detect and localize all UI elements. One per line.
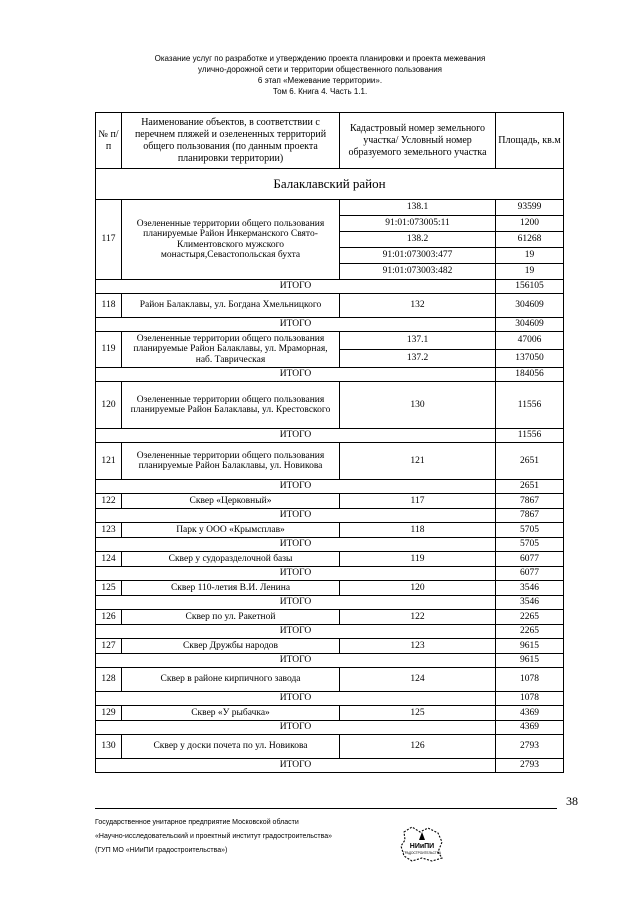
object-name: Район Балаклавы, ул. Богдана Хмельницкого	[122, 294, 340, 318]
total-value: 6077	[496, 567, 564, 581]
cadastral-number: 137.1	[340, 332, 496, 350]
column-header-cadastral: Кадастровый номер земельного участка/ Условный номер образуемого земельного участка	[340, 113, 496, 169]
area-value: 6077	[496, 552, 564, 567]
cadastral-number: 122	[340, 610, 496, 625]
total-row	[96, 692, 564, 706]
column-header-area: Площадь, кв.м	[496, 113, 564, 169]
table-row	[96, 639, 564, 654]
table-row	[96, 332, 564, 350]
total-value: 184056	[496, 368, 564, 382]
row-number: 126	[96, 610, 122, 625]
table-row	[96, 200, 564, 216]
footer	[95, 816, 415, 858]
table-row	[96, 552, 564, 567]
area-value: 19	[496, 264, 564, 280]
total-value: 7867	[496, 509, 564, 523]
table-row	[96, 610, 564, 625]
total-label: ИТОГО	[96, 596, 496, 610]
logo-text: НИиПИ	[409, 843, 435, 850]
district-title: Балаклавский район	[96, 169, 564, 200]
document-header	[60, 53, 580, 97]
total-label: ИТОГО	[96, 567, 496, 581]
total-value: 304609	[496, 318, 564, 332]
cadastral-number: 91:01:073003:482	[340, 264, 496, 280]
cadastral-number: 125	[340, 706, 496, 721]
area-value: 304609	[496, 294, 564, 318]
row-number: 125	[96, 581, 122, 596]
cadastral-number: 91:01:073003:477	[340, 248, 496, 264]
table-row	[96, 668, 564, 692]
object-name: Озелененные территории общего пользования планируемые Район Балаклавы, ул. Мраморная, наб. Таврическая	[122, 332, 340, 368]
total-label: ИТОГО	[96, 654, 496, 668]
area-value: 5705	[496, 523, 564, 538]
object-name: Сквер у судоразделочной базы	[122, 552, 340, 567]
total-value: 11556	[496, 429, 564, 443]
area-value: 1200	[496, 216, 564, 232]
cadastral-number: 121	[340, 443, 496, 480]
total-label: ИТОГО	[96, 538, 496, 552]
total-label: ИТОГО	[96, 480, 496, 494]
total-value: 4369	[496, 721, 564, 735]
area-value: 3546	[496, 581, 564, 596]
total-label: ИТОГО	[96, 759, 496, 773]
cadastral-number: 132	[340, 294, 496, 318]
total-value: 1078	[496, 692, 564, 706]
area-value: 2265	[496, 610, 564, 625]
area-value: 137050	[496, 350, 564, 368]
object-name: Сквер в районе кирпичного завода	[122, 668, 340, 692]
column-header-name: Наименование объектов, в соответствии с перечнем пляжей и озелененных территорий общего пользования (по данным проекта планировки территории)	[122, 113, 340, 169]
total-label: ИТОГО	[96, 280, 496, 294]
header-line-3: 6 этап «Межевание территории».	[257, 76, 383, 85]
cadastral-number: 91:01:073005:11	[340, 216, 496, 232]
footer-divider	[95, 808, 557, 809]
row-number: 129	[96, 706, 122, 721]
cadastral-number: 126	[340, 735, 496, 759]
header-line-1: Оказание услуг по разработке и утверждению проекта планировки и проекта межевания	[154, 54, 486, 63]
total-label: ИТОГО	[96, 368, 496, 382]
row-number: 121	[96, 443, 122, 480]
row-number: 117	[96, 200, 122, 280]
object-name: Озелененные территории общего пользования планируемые Район Балаклавы, ул. Новикова	[122, 443, 340, 480]
total-label: ИТОГО	[96, 318, 496, 332]
total-label: ИТОГО	[96, 692, 496, 706]
row-number: 120	[96, 382, 122, 429]
row-number: 124	[96, 552, 122, 567]
table-row	[96, 294, 564, 318]
total-label: ИТОГО	[96, 509, 496, 523]
cadastral-number: 138.1	[340, 200, 496, 216]
land-plots-table	[95, 112, 564, 773]
area-value: 2651	[496, 443, 564, 480]
total-row	[96, 318, 564, 332]
table-row	[96, 735, 564, 759]
total-value: 5705	[496, 538, 564, 552]
total-value: 9615	[496, 654, 564, 668]
total-row	[96, 538, 564, 552]
object-name: Парк у ООО «Крымсплав»	[122, 523, 340, 538]
cadastral-number: 118	[340, 523, 496, 538]
area-value: 19	[496, 248, 564, 264]
footer-line-1: Государственное унитарное предприятие Московской области	[95, 819, 299, 826]
object-name: Озелененные территории общего пользования планируемые Район Инкерманского Свято-Климентовского мужского монастыря,Севастопольская бухта	[122, 200, 340, 280]
total-row	[96, 280, 564, 294]
total-value: 2793	[496, 759, 564, 773]
total-value: 2265	[496, 625, 564, 639]
total-value: 2651	[496, 480, 564, 494]
table-body	[96, 169, 564, 773]
total-value: 156105	[496, 280, 564, 294]
area-value: 9615	[496, 639, 564, 654]
table-row	[96, 581, 564, 596]
object-name: Озелененные территории общего пользования планируемые Район Балаклавы, ул. Крестовского	[122, 382, 340, 429]
footer-line-3: (ГУП МО «НИиПИ градостроительства»)	[95, 847, 228, 854]
total-row	[96, 654, 564, 668]
total-label: ИТОГО	[96, 429, 496, 443]
object-name: Сквер у доски почета по ул. Новикова	[122, 735, 340, 759]
area-value: 93599	[496, 200, 564, 216]
header-line-2: улично-дорожной сети и территории общественного пользования	[198, 65, 442, 74]
row-number: 122	[96, 494, 122, 509]
header-line-4: Том 6. Книга 4. Часть 1.1.	[272, 87, 368, 96]
table-row	[96, 443, 564, 480]
area-value: 61268	[496, 232, 564, 248]
total-label: ИТОГО	[96, 625, 496, 639]
object-name: Сквер «Церковный»	[122, 494, 340, 509]
total-row	[96, 596, 564, 610]
footer-line-2: «Научно-исследовательский и проектный институт градостроительства»	[95, 833, 333, 840]
total-label: ИТОГО	[96, 721, 496, 735]
object-name: Сквер 110-летия В.И. Ленина	[122, 581, 340, 596]
total-row	[96, 429, 564, 443]
object-name: Сквер по ул. Ракетной	[122, 610, 340, 625]
row-number: 119	[96, 332, 122, 368]
total-row	[96, 480, 564, 494]
total-row	[96, 759, 564, 773]
row-number: 127	[96, 639, 122, 654]
object-name: Сквер Дружбы народов	[122, 639, 340, 654]
column-header-number: № п/п	[96, 113, 122, 169]
object-name: Сквер «У рыбачка»	[122, 706, 340, 721]
total-row	[96, 509, 564, 523]
row-number: 123	[96, 523, 122, 538]
area-value: 7867	[496, 494, 564, 509]
cadastral-number: 138.2	[340, 232, 496, 248]
cadastral-number: 117	[340, 494, 496, 509]
total-value: 3546	[496, 596, 564, 610]
cadastral-number: 119	[340, 552, 496, 567]
cadastral-number: 130	[340, 382, 496, 429]
table-row	[96, 523, 564, 538]
area-value: 1078	[496, 668, 564, 692]
total-row	[96, 368, 564, 382]
area-value: 2793	[496, 735, 564, 759]
table-row	[96, 706, 564, 721]
table-row	[96, 494, 564, 509]
area-value: 11556	[496, 382, 564, 429]
total-row	[96, 721, 564, 735]
row-number: 130	[96, 735, 122, 759]
row-number: 118	[96, 294, 122, 318]
cadastral-number: 137.2	[340, 350, 496, 368]
row-number: 128	[96, 668, 122, 692]
total-row	[96, 625, 564, 639]
institute-logo	[398, 824, 446, 864]
table-row	[96, 382, 564, 429]
total-row	[96, 567, 564, 581]
cadastral-number: 120	[340, 581, 496, 596]
logo-subtext: ГРАДОСТРОИТЕЛЬСТВА	[403, 851, 441, 855]
area-value: 4369	[496, 706, 564, 721]
area-value: 47006	[496, 332, 564, 350]
page-number: 38	[566, 794, 578, 808]
cadastral-number: 123	[340, 639, 496, 654]
cadastral-number: 124	[340, 668, 496, 692]
